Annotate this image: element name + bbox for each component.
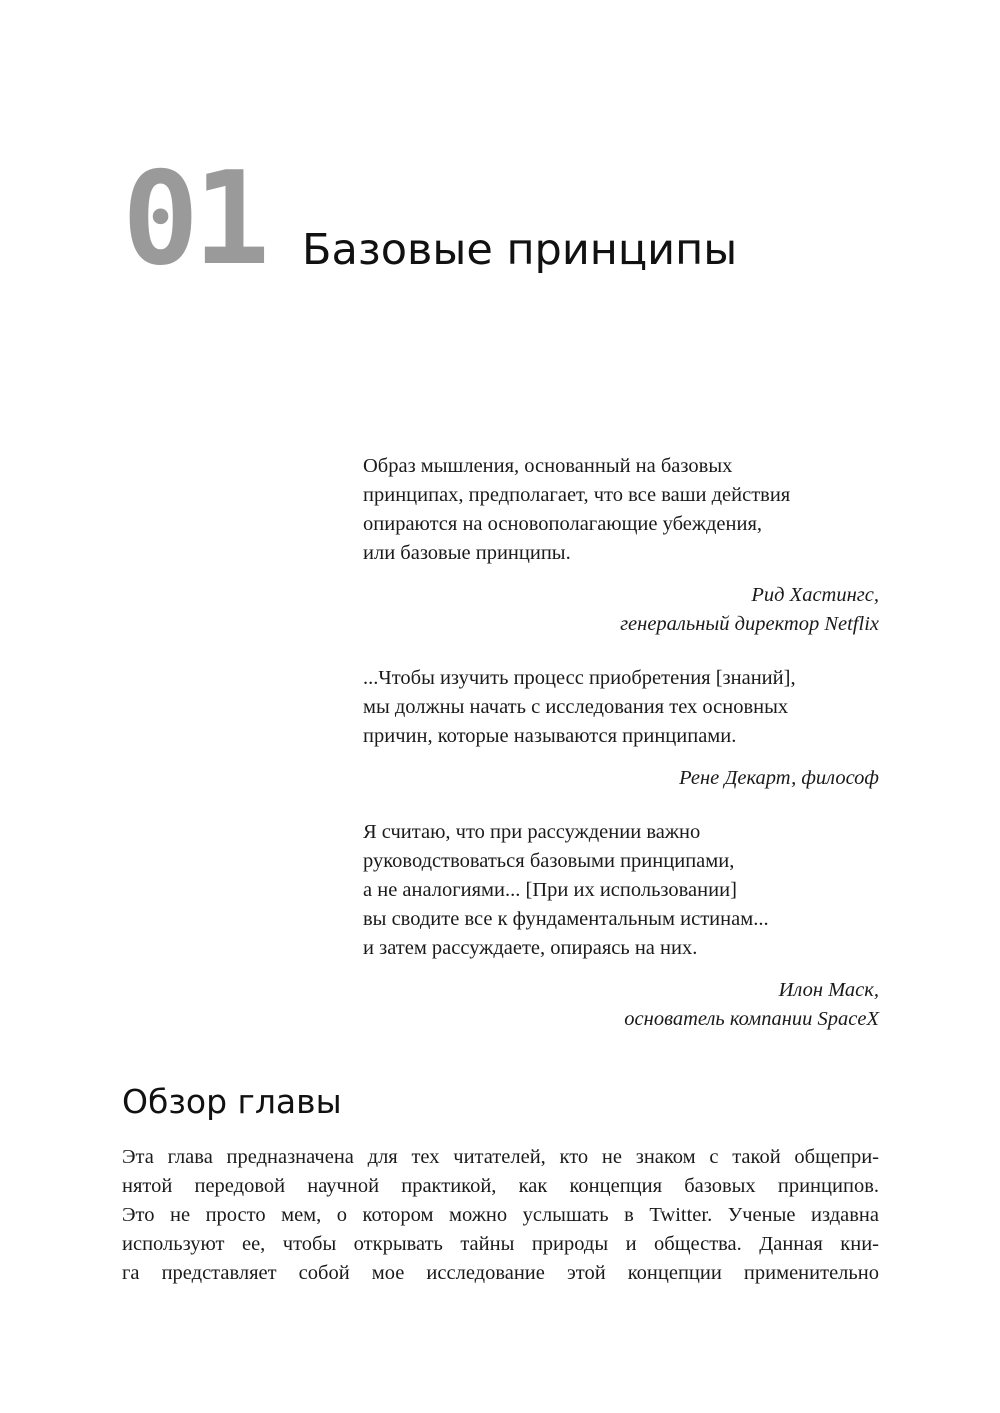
- section-heading: Обзор главы: [122, 1082, 342, 1121]
- quote-line: причин, которые называются принципами.: [363, 725, 737, 747]
- chapter-header: [122, 145, 882, 294]
- body-line: используют ее, чтобы открывать тайны природы и общества. Данная кни-: [122, 1233, 879, 1255]
- quote-line: ...Чтобы изучить процесс приобретения [знаний],: [363, 667, 796, 689]
- quote-line: или базовые принципы.: [363, 542, 571, 564]
- epigraphs: [363, 452, 879, 1034]
- epigraph-author: [363, 976, 879, 1034]
- body-line: нятой передовой научной практикой, как концепция базовых принципов.: [122, 1175, 879, 1197]
- epigraph-hastings: [363, 452, 879, 639]
- quote-line: вы сводите все к фундаментальным истинам...: [363, 908, 769, 930]
- epigraph-quote: [363, 664, 879, 751]
- quote-line: руководствоваться базовыми принципами,: [363, 850, 735, 872]
- chapter-title: Базовые принципы: [302, 225, 738, 275]
- author-line: Илон Маск,: [778, 979, 879, 1001]
- epigraph-author: [363, 581, 879, 639]
- quote-line: Я считаю, что при рассуждении важно: [363, 821, 701, 843]
- author-line: основатель компании SpaceX: [624, 1008, 879, 1030]
- epigraph-quote: [363, 452, 879, 568]
- body-line: Это не просто мем, о котором можно услышать в Twitter. Ученые издавна: [122, 1204, 879, 1226]
- quote-line: а не аналогиями... [При их использовании]: [363, 879, 737, 901]
- chapter-number: 01: [122, 145, 265, 294]
- epigraph-descartes: [363, 664, 879, 793]
- epigraph-musk: [363, 818, 879, 1034]
- quote-line: мы должны начать с исследования тех основных: [363, 696, 789, 718]
- body-paragraph: [122, 1143, 879, 1288]
- quote-line: Образ мышления, основанный на базовых: [363, 455, 733, 477]
- quote-line: и затем рассуждаете, опираясь на них.: [363, 937, 698, 959]
- body-line: Эта глава предназначена для тех читателей, кто не знаком с такой общепри-: [122, 1146, 879, 1168]
- author-line: генеральный директор Netflix: [620, 613, 879, 635]
- author-line: Рене Декарт, философ: [679, 767, 879, 789]
- quote-line: принципах, предполагает, что все ваши действия: [363, 484, 791, 506]
- body-line: га представляет собой мое исследование этой концепции применительно: [122, 1262, 879, 1284]
- epigraph-quote: [363, 818, 879, 963]
- author-line: Рид Хастингс,: [751, 584, 879, 606]
- quote-line: опираются на основополагающие убеждения,: [363, 513, 763, 535]
- epigraph-author: [363, 764, 879, 793]
